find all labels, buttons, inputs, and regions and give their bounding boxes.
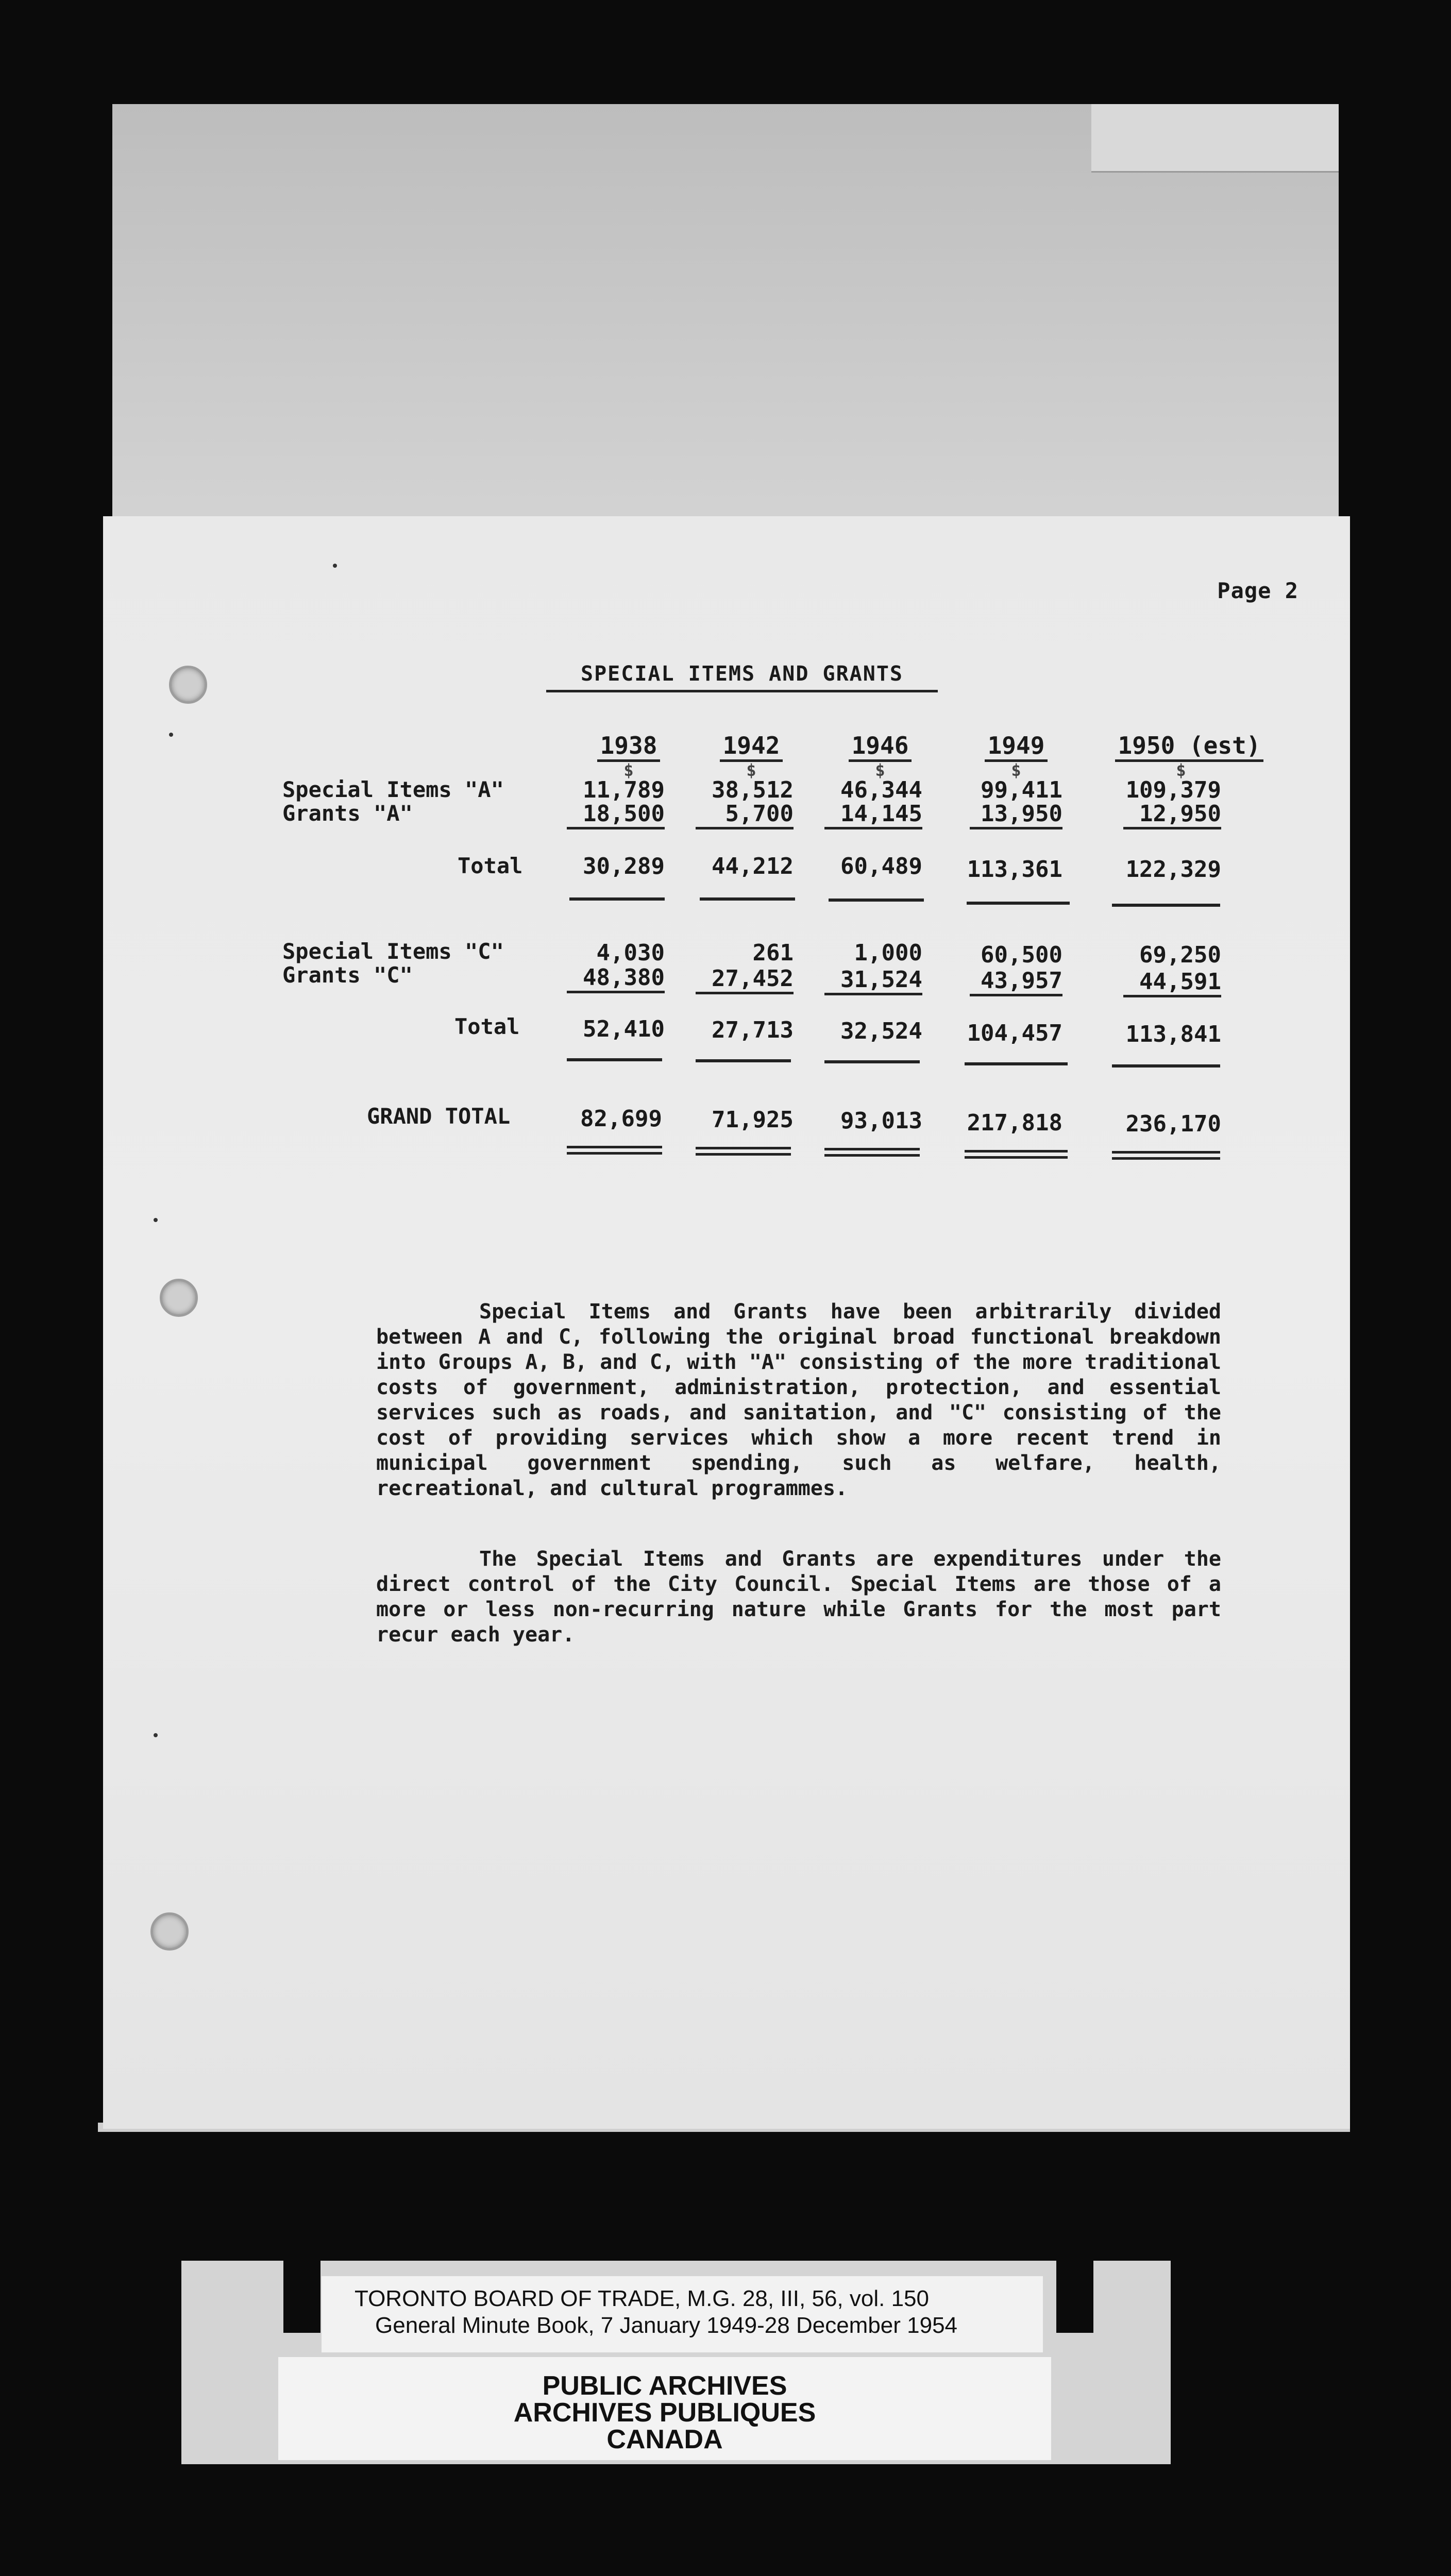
total-cell: 104,457: [967, 1020, 1062, 1046]
row-label: Grants "A": [282, 801, 413, 826]
punch-hole-middle: [160, 1279, 198, 1317]
grand-total-cell: 93,013: [840, 1108, 922, 1134]
total-cell: 27,713: [712, 1017, 794, 1043]
total-cell: 113,841: [1125, 1021, 1221, 1047]
total-label: Total: [454, 1014, 520, 1039]
grand-total-double-rule: [1112, 1151, 1220, 1162]
row-label: Special Items "C": [282, 939, 504, 964]
page-title: SPECIAL ITEMS AND GRANTS: [581, 662, 903, 686]
table-cell: 31,524: [824, 967, 922, 995]
archive-caption: [322, 2276, 1043, 2352]
total-rule: [829, 899, 924, 902]
total-cell: 122,329: [1125, 856, 1221, 883]
page-number: Page 2: [1217, 578, 1298, 603]
title-underline: [546, 690, 938, 692]
table-cell: 38,512: [712, 777, 794, 803]
table-cell: 69,250: [1139, 942, 1221, 968]
paragraph: Special Items and Grants have been arbitrarily divided between A and C, following the original broad functional breakdown into Groups A, B, and C, with "A" consisting of the more traditional costs of government, administration, protection, and essential services such as roads, and sanitation, and "C" consisting of the cost of providing services which show a more recent trend in municipal government spending, such as welfare, health, recreational, and cultural programmes.: [376, 1300, 1221, 1500]
total-rule: [965, 1062, 1068, 1065]
paragraph: The Special Items and Grants are expenditures under the direct control of the City Council. Special Items are those of a more or less non-recurring nature while Grants for the most part recur each year.: [376, 1547, 1221, 1647]
total-rule: [700, 897, 795, 901]
year-header: 1946: [829, 732, 932, 762]
year-header: 1942: [700, 732, 803, 762]
table-cell: 46,344: [840, 777, 922, 803]
speck: [169, 733, 173, 737]
archive-stamp: [278, 2357, 1051, 2460]
speck: [154, 1733, 158, 1737]
speck: [333, 564, 337, 568]
backing-sheet: [112, 104, 1339, 547]
table-cell: 60,500: [981, 942, 1062, 968]
total-cell: 32,524: [840, 1018, 922, 1044]
table-cell: 99,411: [981, 777, 1062, 803]
table-cell: 44,591: [1123, 969, 1221, 997]
table-cell: 5,700: [696, 801, 794, 829]
total-cell: 44,212: [712, 853, 794, 879]
backing-sheet-fold: [1091, 104, 1339, 173]
row-label: Grants "C": [282, 962, 413, 988]
card-notch: [1056, 2261, 1093, 2333]
grand-total-double-rule: [696, 1147, 791, 1158]
year-header: 1938: [577, 732, 680, 762]
dollar-sign: $: [875, 760, 885, 780]
total-label: Total: [458, 853, 523, 878]
table-cell: 18,500: [567, 801, 665, 829]
table-cell: 13,950: [970, 801, 1062, 829]
total-cell: 113,361: [967, 856, 1062, 883]
year-header: 1950 (est): [1107, 732, 1272, 762]
table-cell: 4,030: [596, 940, 665, 966]
table-cell: 48,380: [567, 964, 665, 993]
grand-total-cell: 71,925: [712, 1107, 794, 1133]
archive-reference: TORONTO BOARD OF TRADE, M.G. 28, III, 56, vol. 150: [355, 2286, 929, 2311]
grand-total-cell: 82,699: [580, 1106, 662, 1132]
total-rule: [824, 1060, 920, 1063]
table-cell: 11,789: [583, 777, 665, 803]
table-cell: 27,452: [696, 965, 794, 994]
stamp-line: CANADA: [606, 2425, 723, 2454]
total-rule: [1112, 1064, 1220, 1067]
stamp-line: ARCHIVES PUBLIQUES: [513, 2398, 816, 2428]
row-label: Special Items "A": [282, 777, 504, 802]
dollar-sign: $: [746, 760, 756, 780]
total-rule: [569, 897, 665, 901]
punch-hole-bottom: [150, 1912, 189, 1951]
table-cell: 261: [752, 940, 794, 966]
speck: [154, 1218, 158, 1222]
grand-total-double-rule: [965, 1150, 1068, 1161]
grand-total-cell: 236,170: [1125, 1111, 1221, 1137]
table-cell: 14,145: [824, 801, 922, 829]
total-cell: 60,489: [840, 853, 922, 879]
total-rule: [967, 902, 1070, 905]
grand-total-label: GRAND TOTAL: [367, 1104, 511, 1129]
total-cell: 30,289: [583, 853, 665, 879]
total-rule: [1112, 904, 1220, 907]
table-cell: 109,379: [1125, 777, 1221, 803]
total-cell: 52,410: [583, 1016, 665, 1042]
table-cell: 1,000: [854, 940, 922, 966]
punch-hole-top: [169, 666, 207, 704]
total-rule: [567, 1058, 662, 1061]
table-cell: 12,950: [1123, 801, 1221, 829]
card-notch: [283, 2261, 320, 2333]
grand-total-cell: 217,818: [967, 1110, 1062, 1136]
dollar-sign: $: [1176, 760, 1186, 780]
grand-total-double-rule: [824, 1148, 920, 1159]
dollar-sign: $: [623, 760, 634, 780]
dollar-sign: $: [1011, 760, 1021, 780]
grand-total-double-rule: [567, 1146, 662, 1157]
archive-description: General Minute Book, 7 January 1949-28 December 1954: [375, 2313, 958, 2338]
table-cell: 43,957: [970, 968, 1062, 996]
total-rule: [696, 1059, 791, 1062]
year-header: 1949: [965, 732, 1068, 762]
document-page: [103, 516, 1350, 2129]
stamp-line: PUBLIC ARCHIVES: [542, 2371, 787, 2401]
